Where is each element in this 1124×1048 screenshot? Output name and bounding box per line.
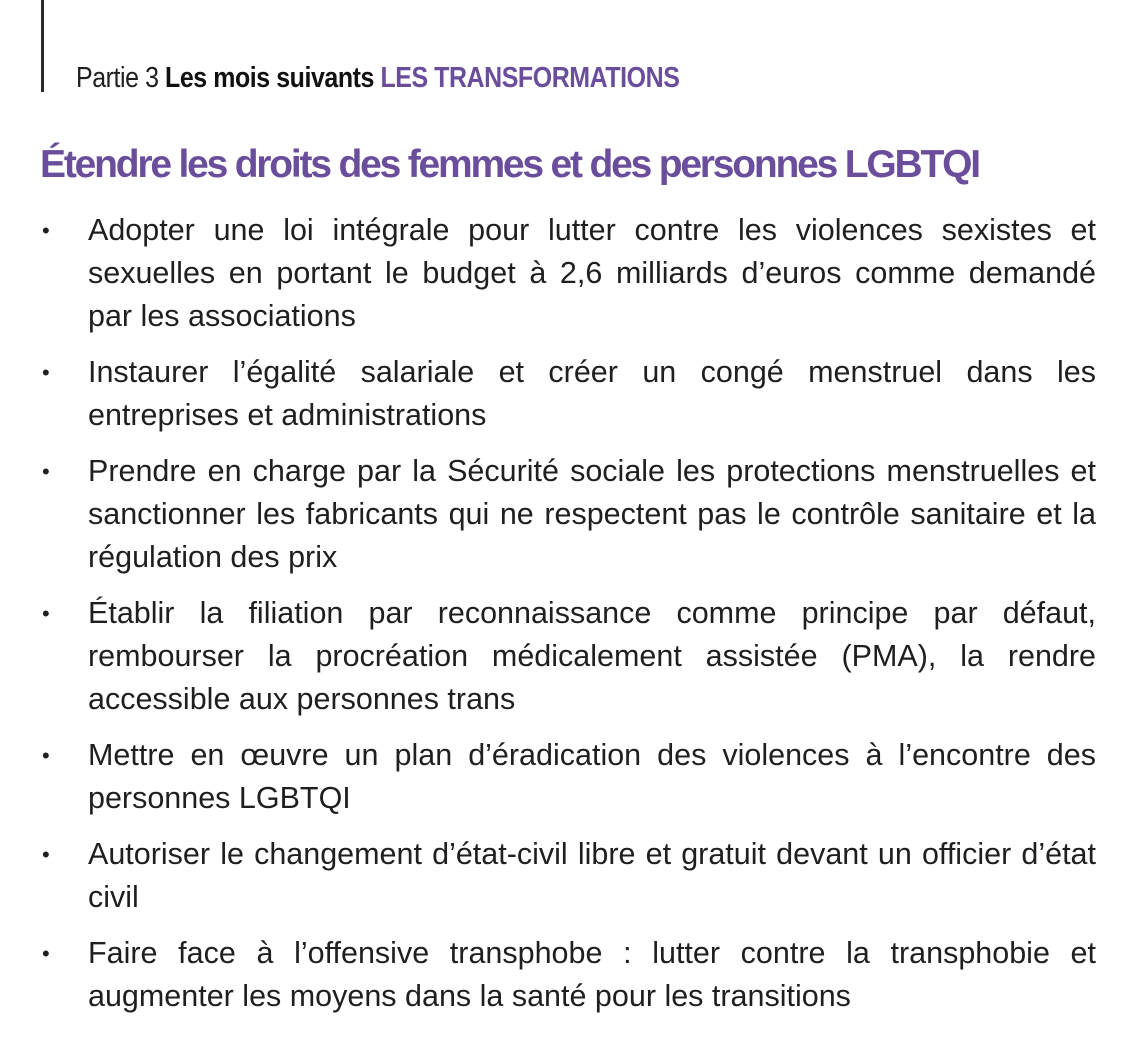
measures-list <box>40 209 1096 1031</box>
list-item-text: Prendre en charge par la Sécurité sociale les protections menstruelles et sanctionner les fabricants qui ne respectent pas le contrôle sanitaire et la régulation des prix <box>88 454 1096 574</box>
margin-rule <box>41 0 44 92</box>
bullet-icon: • <box>42 218 50 243</box>
list-item-text: Mettre en œuvre un plan d’éradication des violences à l’encontre des personnes LGBTQI <box>88 738 1096 815</box>
list-item <box>40 592 1096 721</box>
page-header <box>76 62 679 95</box>
list-item-text: Instaurer l’égalité salariale et créer un congé menstruel dans les entreprises et administrations <box>88 355 1096 432</box>
list-item-text: Faire face à l’offensive transphobe : lutter contre la transphobie et augmenter les moyens dans la santé pour les transitions <box>88 936 1096 1013</box>
list-item <box>40 833 1096 919</box>
bullet-icon: • <box>42 459 50 484</box>
bullet-icon: • <box>42 743 50 768</box>
section-title: Étendre les droits des femmes et des personnes LGBTQI <box>40 143 979 186</box>
header-topic: LES TRANSFORMATIONS <box>380 62 680 94</box>
header-section: Les mois suivants <box>165 62 374 94</box>
list-item-text: Autoriser le changement d’état-civil libre et gratuit devant un officier d’état civil <box>88 837 1096 914</box>
list-item <box>40 450 1096 579</box>
list-item <box>40 351 1096 437</box>
list-item <box>40 209 1096 338</box>
bullet-icon: • <box>42 601 50 626</box>
list-item-text: Établir la filiation par reconnaissance comme principe par défaut, rembourser la procréation médicalement assistée (PMA), la rendre accessible aux personnes trans <box>88 596 1096 716</box>
list-item <box>40 734 1096 820</box>
bullet-icon: • <box>42 941 50 966</box>
bullet-icon: • <box>42 360 50 385</box>
list-item <box>40 932 1096 1018</box>
list-item-text: Adopter une loi intégrale pour lutter contre les violences sexistes et sexuelles en portant le budget à 2,6 milliards d’euros comme demandé par les associations <box>88 213 1096 333</box>
bullet-icon: • <box>42 842 50 867</box>
header-part: Partie 3 <box>76 62 159 94</box>
